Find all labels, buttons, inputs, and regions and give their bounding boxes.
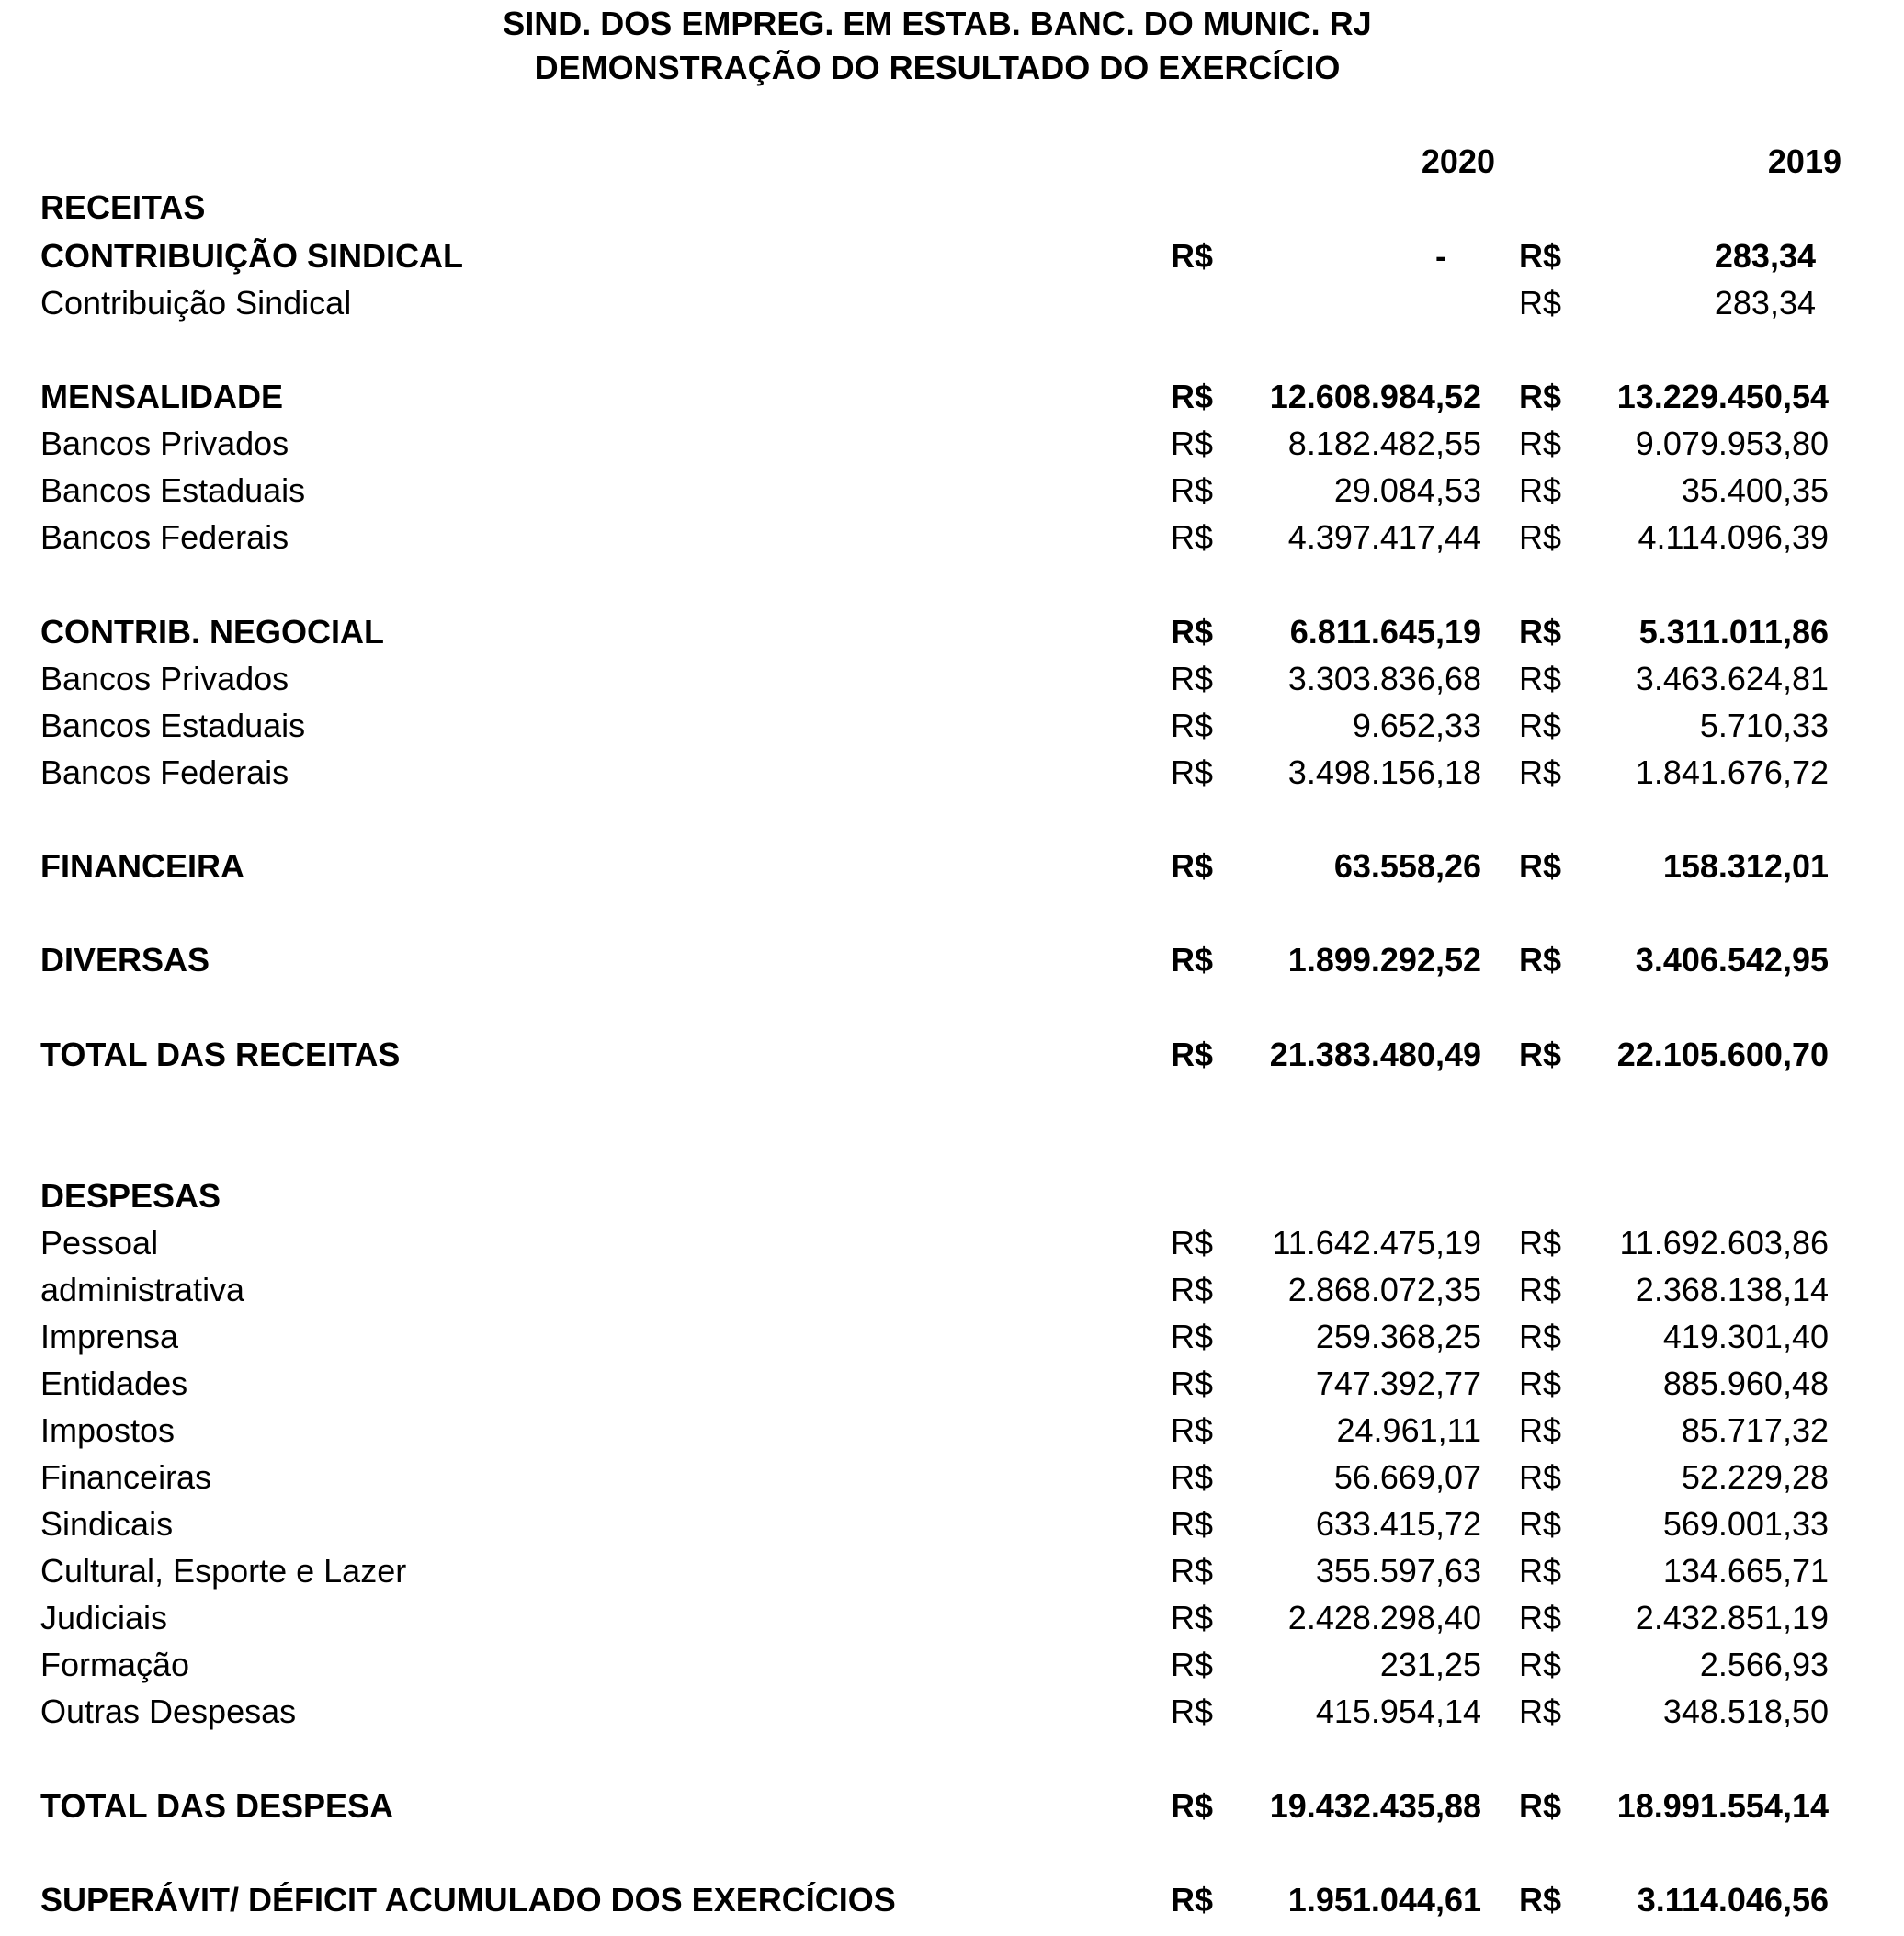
value-2019: 18.991.554,14 — [1616, 1787, 1829, 1825]
impostos-row — [0, 1409, 1904, 1453]
row-label: Imprensa — [40, 1318, 179, 1355]
currency-2020: R$ — [1171, 1036, 1214, 1073]
document-title: SIND. DOS EMPREG. EM ESTAB. BANC. DO MUNIC. RJ — [503, 5, 1372, 42]
currency-2019: R$ — [1519, 1036, 1562, 1073]
row-label: Bancos Federais — [40, 753, 289, 791]
currency-2020: R$ — [1171, 237, 1214, 275]
value-2019: 2.566,93 — [1699, 1646, 1829, 1683]
negocial-estaduais-row — [0, 704, 1904, 748]
value-2020: 1.951.044,61 — [1287, 1881, 1481, 1919]
currency-2019: R$ — [1519, 613, 1562, 651]
total-receitas-row — [0, 1033, 1904, 1077]
value-2019: 5.311.011,86 — [1638, 613, 1829, 651]
year-header-2020: 2020 — [1421, 142, 1495, 180]
currency-2019: R$ — [1519, 1271, 1562, 1308]
value-2019: 13.229.450,54 — [1616, 378, 1829, 415]
contribuicao-sindical-item-row — [0, 281, 1904, 325]
currency-2020: R$ — [1171, 1458, 1214, 1496]
currency-2020: R$ — [1171, 1411, 1214, 1449]
value-2019: 3.406.542,95 — [1635, 941, 1829, 979]
value-2019: 4.114.096,39 — [1638, 518, 1829, 556]
value-2019: 569.001,33 — [1662, 1505, 1829, 1543]
despesas-heading-row — [0, 1174, 1904, 1218]
mensalidade-estaduais-row — [0, 469, 1904, 513]
value-2020: 2.428.298,40 — [1287, 1599, 1481, 1636]
entidades-row — [0, 1362, 1904, 1406]
currency-2020: R$ — [1171, 518, 1214, 556]
currency-2020: R$ — [1171, 425, 1214, 462]
negocial-federais-row — [0, 751, 1904, 795]
value-2020: 633.415,72 — [1315, 1505, 1481, 1543]
row-label: administrativa — [40, 1271, 245, 1308]
value-2020: 259.368,25 — [1315, 1318, 1481, 1355]
value-2019: 85.717,32 — [1681, 1411, 1829, 1449]
value-2019: 158.312,01 — [1662, 847, 1829, 885]
value-2020: - — [1435, 237, 1446, 275]
contribuicao-sindical-row — [0, 234, 1904, 278]
mensalidade-row — [0, 375, 1904, 419]
currency-2020: R$ — [1171, 941, 1214, 979]
value-2019: 22.105.600,70 — [1616, 1036, 1829, 1073]
currency-2019: R$ — [1519, 941, 1562, 979]
row-label: DIVERSAS — [40, 941, 210, 979]
currency-2020: R$ — [1171, 847, 1214, 885]
currency-2020: R$ — [1171, 1693, 1214, 1730]
currency-2019: R$ — [1519, 707, 1562, 744]
row-label: Entidades — [40, 1364, 188, 1402]
value-2020: 415.954,14 — [1315, 1693, 1481, 1730]
row-label: Impostos — [40, 1411, 176, 1449]
value-2020: 11.642.475,19 — [1272, 1224, 1481, 1262]
currency-2020: R$ — [1171, 707, 1214, 744]
value-2020: 747.392,77 — [1315, 1364, 1481, 1402]
sindicais-row — [0, 1502, 1904, 1546]
currency-2020: R$ — [1171, 471, 1214, 509]
despesas-heading: DESPESAS — [40, 1177, 221, 1215]
formacao-row — [0, 1643, 1904, 1687]
negocial-privados-row — [0, 657, 1904, 701]
financeira-row — [0, 844, 1904, 889]
currency-2019: R$ — [1519, 237, 1562, 275]
currency-2020: R$ — [1171, 1552, 1214, 1590]
value-2020: 56.669,07 — [1333, 1458, 1481, 1496]
row-label: SUPERÁVIT/ DÉFICIT ACUMULADO DOS EXERCÍCIOS — [40, 1881, 896, 1919]
currency-2020: R$ — [1171, 1505, 1214, 1543]
currency-2019: R$ — [1519, 471, 1562, 509]
row-label: Bancos Estaduais — [40, 471, 306, 509]
value-2020: 12.608.984,52 — [1269, 378, 1481, 415]
currency-2019: R$ — [1519, 1599, 1562, 1636]
value-2020: 63.558,26 — [1333, 847, 1481, 885]
row-label: CONTRIB. NEGOCIAL — [40, 613, 384, 651]
document-subtitle: DEMONSTRAÇÃO DO RESULTADO DO EXERCÍCIO — [534, 49, 1341, 86]
currency-2020: R$ — [1171, 1599, 1214, 1636]
row-label: CONTRIBUIÇÃO SINDICAL — [40, 237, 463, 275]
value-2020: 2.868.072,35 — [1287, 1271, 1481, 1308]
value-2019: 5.710,33 — [1699, 707, 1829, 744]
row-label: Cultural, Esporte e Lazer — [40, 1552, 407, 1590]
currency-2019: R$ — [1519, 1458, 1562, 1496]
currency-2019: R$ — [1519, 1552, 1562, 1590]
row-label: Formação — [40, 1646, 190, 1683]
row-label: Contribuição Sindical — [40, 284, 352, 322]
row-label: Bancos Estaduais — [40, 707, 306, 744]
value-2020: 24.961,11 — [1336, 1411, 1481, 1449]
contrib-negocial-row — [0, 610, 1904, 654]
value-2019: 35.400,35 — [1681, 471, 1829, 509]
row-label: Sindicais — [40, 1505, 174, 1543]
value-2019: 348.518,50 — [1662, 1693, 1829, 1730]
value-2020: 6.811.645,19 — [1289, 613, 1481, 651]
currency-2019: R$ — [1519, 1646, 1562, 1683]
row-label: Financeiras — [40, 1458, 212, 1496]
row-label: FINANCEIRA — [40, 847, 244, 885]
value-2020: 3.498.156,18 — [1287, 753, 1481, 791]
cultural-row — [0, 1549, 1904, 1593]
resultado-row — [0, 1878, 1904, 1922]
value-2019: 283,34 — [1714, 237, 1816, 275]
row-label: Pessoal — [40, 1224, 159, 1262]
value-2020: 1.899.292,52 — [1287, 941, 1481, 979]
currency-2020: R$ — [1171, 1881, 1214, 1919]
imprensa-row — [0, 1315, 1904, 1359]
administrativa-row — [0, 1268, 1904, 1312]
financeiras-row — [0, 1455, 1904, 1500]
currency-2019: R$ — [1519, 1364, 1562, 1402]
row-label: MENSALIDADE — [40, 378, 284, 415]
currency-2019: R$ — [1519, 1411, 1562, 1449]
currency-2019: R$ — [1519, 1318, 1562, 1355]
row-label: Bancos Privados — [40, 425, 289, 462]
value-2020: 231,25 — [1379, 1646, 1481, 1683]
receitas-heading: RECEITAS — [40, 188, 206, 226]
value-2019: 2.368.138,14 — [1635, 1271, 1829, 1308]
currency-2019: R$ — [1519, 518, 1562, 556]
value-2019: 3.114.046,56 — [1637, 1881, 1829, 1919]
value-2020: 3.303.836,68 — [1287, 660, 1481, 697]
row-label: TOTAL DAS RECEITAS — [40, 1036, 401, 1073]
value-2020: 19.432.435,88 — [1269, 1787, 1481, 1825]
judiciais-row — [0, 1596, 1904, 1640]
diversas-row — [0, 938, 1904, 982]
row-label: Outras Despesas — [40, 1693, 297, 1730]
value-2019: 283,34 — [1714, 284, 1816, 322]
mensalidade-privados-row — [0, 422, 1904, 466]
currency-2020: R$ — [1171, 1787, 1214, 1825]
value-2020: 8.182.482,55 — [1287, 425, 1481, 462]
mensalidade-federais-row — [0, 515, 1904, 560]
value-2020: 9.652,33 — [1352, 707, 1481, 744]
row-label: Bancos Federais — [40, 518, 289, 556]
currency-2019: R$ — [1519, 753, 1562, 791]
currency-2020: R$ — [1171, 660, 1214, 697]
row-label: Bancos Privados — [40, 660, 289, 697]
currency-2020: R$ — [1171, 378, 1214, 415]
value-2019: 419.301,40 — [1662, 1318, 1829, 1355]
currency-2019: R$ — [1519, 425, 1562, 462]
receitas-heading-row — [0, 186, 1904, 230]
value-2019: 3.463.624,81 — [1635, 660, 1829, 697]
value-2019: 52.229,28 — [1681, 1458, 1829, 1496]
currency-2020: R$ — [1171, 1364, 1214, 1402]
outras-despesas-row — [0, 1690, 1904, 1734]
value-2019: 134.665,71 — [1662, 1552, 1829, 1590]
currency-2020: R$ — [1171, 1224, 1214, 1262]
value-2019: 2.432.851,19 — [1635, 1599, 1829, 1636]
currency-2019: R$ — [1519, 1787, 1562, 1825]
value-2020: 21.383.480,49 — [1269, 1036, 1481, 1073]
currency-2019: R$ — [1519, 378, 1562, 415]
currency-2019: R$ — [1519, 1224, 1562, 1262]
row-label: Judiciais — [40, 1599, 168, 1636]
value-2020: 355.597,63 — [1315, 1552, 1481, 1590]
currency-2019: R$ — [1519, 1505, 1562, 1543]
value-2019: 11.692.603,86 — [1619, 1224, 1829, 1262]
value-2020: 4.397.417,44 — [1287, 518, 1481, 556]
pessoal-row — [0, 1221, 1904, 1265]
currency-2020: R$ — [1171, 613, 1214, 651]
currency-2020: R$ — [1171, 1646, 1214, 1683]
currency-2020: R$ — [1171, 1318, 1214, 1355]
value-2019: 9.079.953,80 — [1635, 425, 1829, 462]
row-label: TOTAL DAS DESPESA — [40, 1787, 394, 1825]
value-2019: 1.841.676,72 — [1635, 753, 1829, 791]
currency-2019: R$ — [1519, 284, 1562, 322]
currency-2019: R$ — [1519, 1693, 1562, 1730]
currency-2019: R$ — [1519, 660, 1562, 697]
value-2019: 885.960,48 — [1662, 1364, 1829, 1402]
currency-2019: R$ — [1519, 847, 1562, 885]
currency-2020: R$ — [1171, 753, 1214, 791]
year-header-2019: 2019 — [1767, 142, 1842, 180]
currency-2020: R$ — [1171, 1271, 1214, 1308]
currency-2019: R$ — [1519, 1881, 1562, 1919]
total-despesas-row — [0, 1784, 1904, 1828]
value-2020: 29.084,53 — [1333, 471, 1481, 509]
